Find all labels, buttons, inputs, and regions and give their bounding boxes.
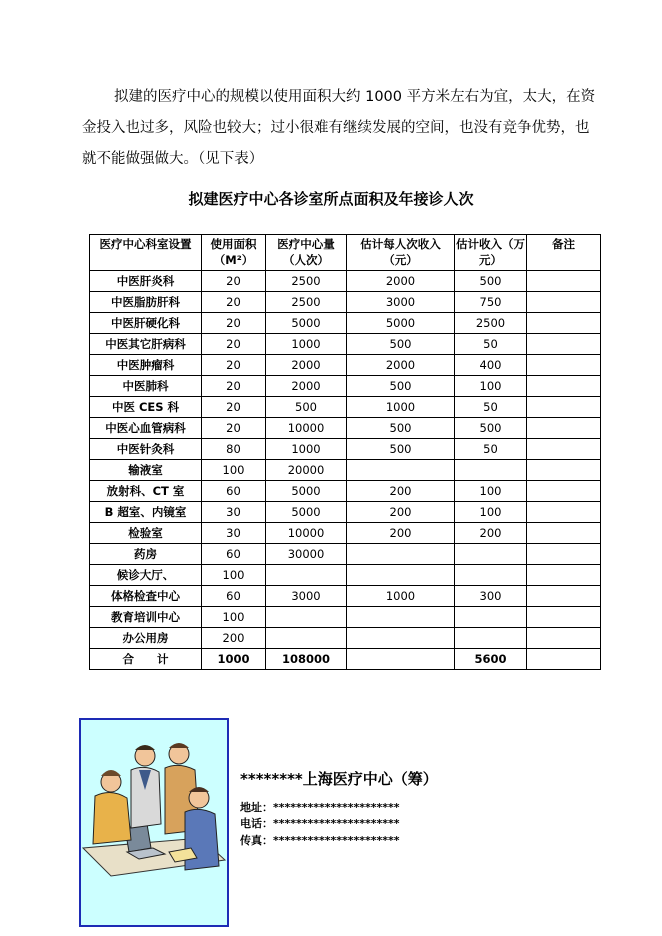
cell-remarks — [527, 523, 601, 544]
cell-department: 输液室 — [90, 460, 202, 481]
table-row — [90, 397, 601, 418]
cell-department: 体格检查中心 — [90, 586, 202, 607]
cell-department: 中医心血管病科 — [90, 418, 202, 439]
table-row — [90, 292, 601, 313]
header-estimated-revenue: 估计收入（万元） — [455, 235, 527, 271]
cell-department: 中医脂肪肝科 — [90, 292, 202, 313]
cell-area: 20 — [202, 334, 266, 355]
cell-estimated-revenue: 100 — [455, 481, 527, 502]
table-row — [90, 481, 601, 502]
cell-visits: 5000 — [266, 502, 347, 523]
cell-estimated-revenue — [455, 628, 527, 649]
cell-department: 放射科、CT 室 — [90, 481, 202, 502]
cell-department: B 超室、内镜室 — [90, 502, 202, 523]
table-row — [90, 313, 601, 334]
table-row — [90, 607, 601, 628]
total-revenue-per-visit — [347, 649, 455, 670]
cell-area: 60 — [202, 586, 266, 607]
table-row — [90, 460, 601, 481]
cell-area: 60 — [202, 544, 266, 565]
cell-estimated-revenue: 50 — [455, 334, 527, 355]
cell-revenue-per-visit: 2000 — [347, 355, 455, 376]
header-remarks: 备注 — [527, 235, 601, 271]
cell-revenue-per-visit: 500 — [347, 376, 455, 397]
table-row — [90, 271, 601, 292]
cell-revenue-per-visit — [347, 607, 455, 628]
cell-visits: 10000 — [266, 523, 347, 544]
cell-visits: 2500 — [266, 271, 347, 292]
cell-revenue-per-visit: 1000 — [347, 586, 455, 607]
cell-revenue-per-visit — [347, 544, 455, 565]
table-header-row — [90, 235, 601, 271]
cell-area: 100 — [202, 460, 266, 481]
cell-revenue-per-visit: 3000 — [347, 292, 455, 313]
cell-visits: 30000 — [266, 544, 347, 565]
cell-estimated-revenue: 100 — [455, 502, 527, 523]
cell-remarks — [527, 544, 601, 565]
cell-area: 20 — [202, 397, 266, 418]
cell-revenue-per-visit: 200 — [347, 502, 455, 523]
cell-department: 中医针灸科 — [90, 439, 202, 460]
cell-area: 100 — [202, 565, 266, 586]
medical-team-illustration — [81, 720, 227, 925]
cell-estimated-revenue — [455, 460, 527, 481]
cell-department: 办公用房 — [90, 628, 202, 649]
cell-estimated-revenue: 500 — [455, 271, 527, 292]
cell-department: 药房 — [90, 544, 202, 565]
header-visits: 医疗中心量（人次） — [266, 235, 347, 271]
total-remarks — [527, 649, 601, 670]
cell-revenue-per-visit — [347, 565, 455, 586]
cell-revenue-per-visit: 200 — [347, 523, 455, 544]
cell-visits: 10000 — [266, 418, 347, 439]
cell-revenue-per-visit: 500 — [347, 418, 455, 439]
cell-visits: 1000 — [266, 334, 347, 355]
cell-area: 60 — [202, 481, 266, 502]
clinic-area-table — [89, 234, 601, 670]
company-address: 地址：********************** — [240, 801, 400, 814]
team-illustration-card — [79, 718, 229, 927]
cell-estimated-revenue — [455, 607, 527, 628]
cell-remarks — [527, 607, 601, 628]
cell-remarks — [527, 565, 601, 586]
table-row — [90, 565, 601, 586]
table-title: 拟建医疗中心各诊室所点面积及年接诊人次 — [188, 190, 474, 208]
company-fax: 传真：********************** — [240, 834, 400, 847]
table-row — [90, 418, 601, 439]
cell-department: 候诊大厅、 — [90, 565, 202, 586]
cell-estimated-revenue: 500 — [455, 418, 527, 439]
total-department: 合 计 — [90, 649, 202, 670]
cell-estimated-revenue: 750 — [455, 292, 527, 313]
cell-estimated-revenue: 50 — [455, 439, 527, 460]
cell-estimated-revenue: 400 — [455, 355, 527, 376]
cell-department: 中医 CES 科 — [90, 397, 202, 418]
cell-visits: 20000 — [266, 460, 347, 481]
cell-visits: 5000 — [266, 481, 347, 502]
cell-remarks — [527, 460, 601, 481]
cell-remarks — [527, 502, 601, 523]
cell-area: 200 — [202, 628, 266, 649]
cell-revenue-per-visit: 2000 — [347, 271, 455, 292]
table-row — [90, 502, 601, 523]
cell-remarks — [527, 313, 601, 334]
total-estimated-revenue: 5600 — [455, 649, 527, 670]
cell-department: 检验室 — [90, 523, 202, 544]
cell-remarks — [527, 376, 601, 397]
cell-estimated-revenue: 2500 — [455, 313, 527, 334]
cell-visits: 500 — [266, 397, 347, 418]
cell-area: 20 — [202, 418, 266, 439]
table-row — [90, 544, 601, 565]
cell-remarks — [527, 481, 601, 502]
cell-visits: 2500 — [266, 292, 347, 313]
cell-remarks — [527, 628, 601, 649]
table-row — [90, 586, 601, 607]
table-row — [90, 334, 601, 355]
cell-area: 30 — [202, 523, 266, 544]
cell-area: 20 — [202, 271, 266, 292]
cell-department: 中医肿瘤科 — [90, 355, 202, 376]
cell-area: 30 — [202, 502, 266, 523]
cell-revenue-per-visit: 5000 — [347, 313, 455, 334]
cell-visits: 2000 — [266, 376, 347, 397]
cell-remarks — [527, 418, 601, 439]
table-row — [90, 439, 601, 460]
cell-visits — [266, 628, 347, 649]
cell-department: 中医肺科 — [90, 376, 202, 397]
cell-remarks — [527, 355, 601, 376]
cell-department: 中医肝炎科 — [90, 271, 202, 292]
cell-estimated-revenue — [455, 544, 527, 565]
table-row — [90, 628, 601, 649]
cell-revenue-per-visit: 500 — [347, 334, 455, 355]
cell-area: 20 — [202, 292, 266, 313]
cell-visits — [266, 565, 347, 586]
cell-department: 中医其它肝病科 — [90, 334, 202, 355]
cell-visits — [266, 607, 347, 628]
company-name: ********上海医疗中心（筹） — [240, 770, 438, 788]
cell-area: 20 — [202, 355, 266, 376]
cell-area: 20 — [202, 376, 266, 397]
table-total-row — [90, 649, 601, 670]
cell-revenue-per-visit: 1000 — [347, 397, 455, 418]
cell-area: 80 — [202, 439, 266, 460]
cell-area: 100 — [202, 607, 266, 628]
cell-remarks — [527, 271, 601, 292]
table-row — [90, 523, 601, 544]
intro-paragraph: 拟建的医疗中心的规模以使用面积大约 1000 平方米左右为宜，太大，在资金投入也过多，风险也较大；过小很难有继续发展的空间，也没有竞争优势，也就不能做强做大。（见下表） — [82, 89, 596, 167]
total-visits: 108000 — [266, 649, 347, 670]
cell-department: 教育培训中心 — [90, 607, 202, 628]
table-row — [90, 355, 601, 376]
cell-estimated-revenue: 50 — [455, 397, 527, 418]
cell-visits: 2000 — [266, 355, 347, 376]
cell-revenue-per-visit — [347, 460, 455, 481]
cell-estimated-revenue: 300 — [455, 586, 527, 607]
header-revenue-per-visit: 估计每人次收入（元） — [347, 235, 455, 271]
cell-estimated-revenue: 200 — [455, 523, 527, 544]
cell-remarks — [527, 586, 601, 607]
table-row — [90, 376, 601, 397]
cell-remarks — [527, 292, 601, 313]
cell-remarks — [527, 397, 601, 418]
cell-estimated-revenue — [455, 565, 527, 586]
cell-remarks — [527, 439, 601, 460]
cell-visits: 3000 — [266, 586, 347, 607]
cell-revenue-per-visit: 200 — [347, 481, 455, 502]
cell-revenue-per-visit: 500 — [347, 439, 455, 460]
cell-remarks — [527, 334, 601, 355]
cell-department: 中医肝硬化科 — [90, 313, 202, 334]
cell-revenue-per-visit — [347, 628, 455, 649]
cell-visits: 5000 — [266, 313, 347, 334]
total-area: 1000 — [202, 649, 266, 670]
cell-estimated-revenue: 100 — [455, 376, 527, 397]
cell-visits: 1000 — [266, 439, 347, 460]
company-phone: 电话：********************** — [240, 817, 400, 830]
cell-area: 20 — [202, 313, 266, 334]
header-department: 医疗中心科室设置 — [90, 235, 202, 271]
header-area: 使用面积（M²） — [202, 235, 266, 271]
